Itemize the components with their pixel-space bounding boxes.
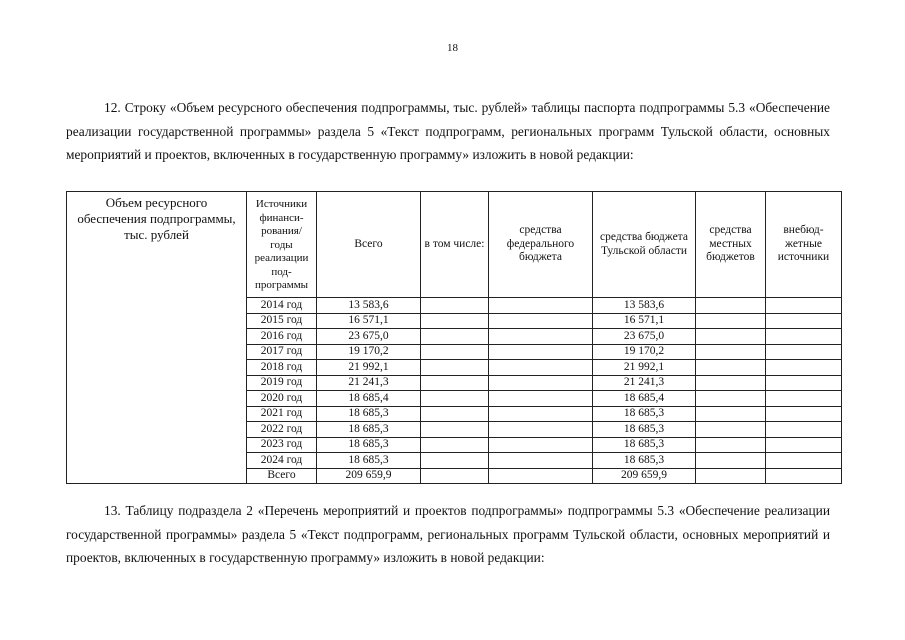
tula-cell: 23 675,0 — [593, 329, 696, 345]
header-tula: средства бюджета Тульской области — [593, 192, 696, 298]
paragraph-13-text: 13. Таблицу подраздела 2 «Перечень мероприятий и проектов подпрограммы» подпрограммы 5.3 «Обеспечение реализации государственной программы» раздела 5 «Текст подпрограмм, региональных программ Тульской области, основных мероприятий и проектов, включенных в государственную программу» изложить в новой редакции: — [66, 503, 830, 565]
tula-cell: 13 583,6 — [593, 298, 696, 314]
empty-cell — [696, 344, 766, 360]
empty-cell — [421, 298, 489, 314]
total-cell: 16 571,1 — [317, 313, 421, 329]
empty-cell — [489, 453, 593, 469]
empty-cell — [489, 391, 593, 407]
empty-cell — [489, 360, 593, 376]
tula-cell: 21 992,1 — [593, 360, 696, 376]
total-cell: 18 685,3 — [317, 437, 421, 453]
empty-cell — [766, 453, 842, 469]
empty-cell — [696, 329, 766, 345]
tula-cell: 18 685,3 — [593, 422, 696, 438]
empty-cell — [766, 313, 842, 329]
page-number: 18 — [447, 42, 458, 54]
paragraph-12 — [66, 96, 830, 167]
tula-cell: 19 170,2 — [593, 344, 696, 360]
empty-cell — [489, 298, 593, 314]
paragraph-13 — [66, 499, 830, 570]
year-cell: 2015 год — [247, 313, 317, 329]
year-cell: Всего — [247, 468, 317, 484]
year-cell: 2017 год — [247, 344, 317, 360]
empty-cell — [766, 437, 842, 453]
total-cell: 18 685,3 — [317, 406, 421, 422]
header-local: средства местных бюджетов — [696, 192, 766, 298]
empty-cell — [489, 437, 593, 453]
empty-cell — [766, 375, 842, 391]
empty-cell — [421, 437, 489, 453]
empty-cell — [696, 313, 766, 329]
total-cell: 18 685,4 — [317, 391, 421, 407]
paragraph-12-text: 12. Строку «Объем ресурсного обеспечения подпрограммы, тыс. рублей» таблицы паспорта подпрограммы 5.3 «Обеспечение реализации государственной программы» раздела 5 «Текст подпрограмм, региональных программ Тульской области, основных мероприятий и проектов, включенных в государственную программу» изложить в новой редакции: — [66, 100, 830, 162]
total-cell: 21 992,1 — [317, 360, 421, 376]
year-cell: 2022 год — [247, 422, 317, 438]
empty-cell — [696, 468, 766, 484]
empty-cell — [421, 391, 489, 407]
empty-cell — [696, 391, 766, 407]
tula-cell: 21 241,3 — [593, 375, 696, 391]
empty-cell — [421, 344, 489, 360]
header-federal: средства федерального бюджета — [489, 192, 593, 298]
empty-cell — [489, 375, 593, 391]
empty-cell — [421, 375, 489, 391]
empty-cell — [696, 453, 766, 469]
empty-cell — [766, 344, 842, 360]
empty-cell — [421, 313, 489, 329]
empty-cell — [696, 360, 766, 376]
empty-cell — [489, 468, 593, 484]
resource-table — [66, 191, 842, 484]
empty-cell — [766, 391, 842, 407]
empty-cell — [421, 422, 489, 438]
tula-cell: 18 685,3 — [593, 406, 696, 422]
year-cell: 2019 год — [247, 375, 317, 391]
empty-cell — [766, 329, 842, 345]
header-total: Всего — [317, 192, 421, 298]
empty-cell — [421, 329, 489, 345]
table-label-cell: Объем ресурсного обеспечения подпрограммы, тыс. рублей — [67, 192, 247, 484]
tula-cell: 18 685,4 — [593, 391, 696, 407]
empty-cell — [421, 360, 489, 376]
total-cell: 13 583,6 — [317, 298, 421, 314]
empty-cell — [421, 406, 489, 422]
empty-cell — [489, 313, 593, 329]
year-cell: 2023 год — [247, 437, 317, 453]
tula-cell: 18 685,3 — [593, 437, 696, 453]
tula-cell: 16 571,1 — [593, 313, 696, 329]
total-cell: 18 685,3 — [317, 422, 421, 438]
empty-cell — [489, 344, 593, 360]
empty-cell — [766, 406, 842, 422]
year-cell: 2020 год — [247, 391, 317, 407]
year-cell: 2018 год — [247, 360, 317, 376]
year-cell: 2024 год — [247, 453, 317, 469]
empty-cell — [766, 298, 842, 314]
total-cell: 209 659,9 — [317, 468, 421, 484]
empty-cell — [696, 406, 766, 422]
total-cell: 21 241,3 — [317, 375, 421, 391]
empty-cell — [696, 375, 766, 391]
empty-cell — [489, 422, 593, 438]
header-source: Источники финанси-рования/ годы реализации под-программы — [247, 192, 317, 298]
header-extra: внебюд-жетные источники — [766, 192, 842, 298]
total-cell: 19 170,2 — [317, 344, 421, 360]
total-cell: 23 675,0 — [317, 329, 421, 345]
empty-cell — [696, 437, 766, 453]
header-including: в том числе: — [421, 192, 489, 298]
empty-cell — [421, 453, 489, 469]
tula-cell: 18 685,3 — [593, 453, 696, 469]
empty-cell — [421, 468, 489, 484]
empty-cell — [489, 406, 593, 422]
year-cell: 2014 год — [247, 298, 317, 314]
year-cell: 2016 год — [247, 329, 317, 345]
empty-cell — [696, 422, 766, 438]
year-cell: 2021 год — [247, 406, 317, 422]
empty-cell — [696, 298, 766, 314]
empty-cell — [766, 422, 842, 438]
total-cell: 18 685,3 — [317, 453, 421, 469]
tula-cell: 209 659,9 — [593, 468, 696, 484]
empty-cell — [766, 468, 842, 484]
empty-cell — [766, 360, 842, 376]
empty-cell — [489, 329, 593, 345]
